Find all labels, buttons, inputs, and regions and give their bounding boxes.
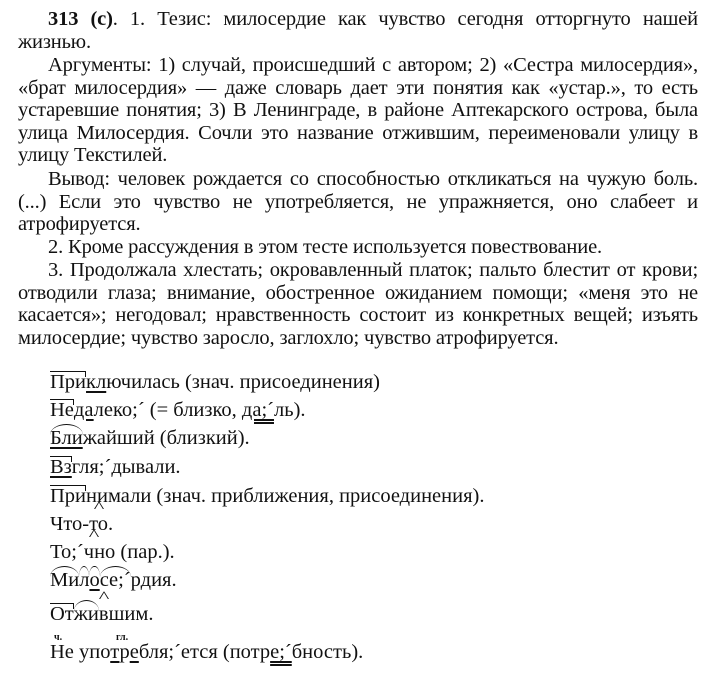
label-gl: гл. <box>116 632 129 643</box>
paragraph-conclusion: Вывод: человек рождается со способностью откликаться на чужую боль. (...) Если это чувство не употребляется, не упражняется, оно слабеет и атрофируется. <box>18 168 698 236</box>
exercise-number: 313 (с) <box>48 8 113 30</box>
analysis-line-3: Ближайший (близкий). <box>50 427 250 449</box>
paragraph-answer-2: 2. Кроме рассуждения в этом тесте используется повествование. <box>48 236 602 258</box>
paragraph-answer-3: 3. Продолжала хлестать; окровавленный платок; пальто блестит от крови; отводили глаза; внимание, обостренное ожиданием помощи; «меня это не касается»; негодовал; нравственность состоит из конкретных вещей; изъять милосердие; чувство заросло, заглохло; чувство атрофируется. <box>18 259 698 349</box>
analysis-line-9: Отжи^ вшим. <box>50 602 153 626</box>
label-ch: ч. <box>54 632 63 643</box>
analysis-line-7: То;´^ чно (пар.). <box>50 540 175 564</box>
analysis-line-2: Недалеко;´ (= близко, да;´ль). <box>50 399 306 421</box>
analysis-line-6: Что-^ то. <box>50 512 113 536</box>
paragraph-thesis: 313 (с). 1. Тезис: милосердие как чувство сегодня отторгнуто нашей жизнью. <box>18 8 698 53</box>
analysis-line-5: Принимали (знач. приближения, присоединения). <box>50 485 485 507</box>
analysis-line-10: ч. гл. Не употребля;´ется (потре;´бность). <box>50 640 363 664</box>
analysis-line-4: Взгля;´дывали. <box>50 456 181 478</box>
analysis-line-1: Приключилась (знач. присоединения) <box>50 371 380 393</box>
paragraph-arguments: Аргументы: 1) случай, происшедший с автором; 2) «Сестра милосердия», «брат милосердия» — даже словарь дает эти понятия как «устар.», то есть устаревшие понятия; 3) В Ленинграде, в районе Аптекарского острова, была улица Милосердия. Сочли это название отжившим, переименовали улицу в улицу Текстилей. <box>18 54 698 167</box>
analysis-line-8: Милосе;´рдия. <box>50 569 177 591</box>
